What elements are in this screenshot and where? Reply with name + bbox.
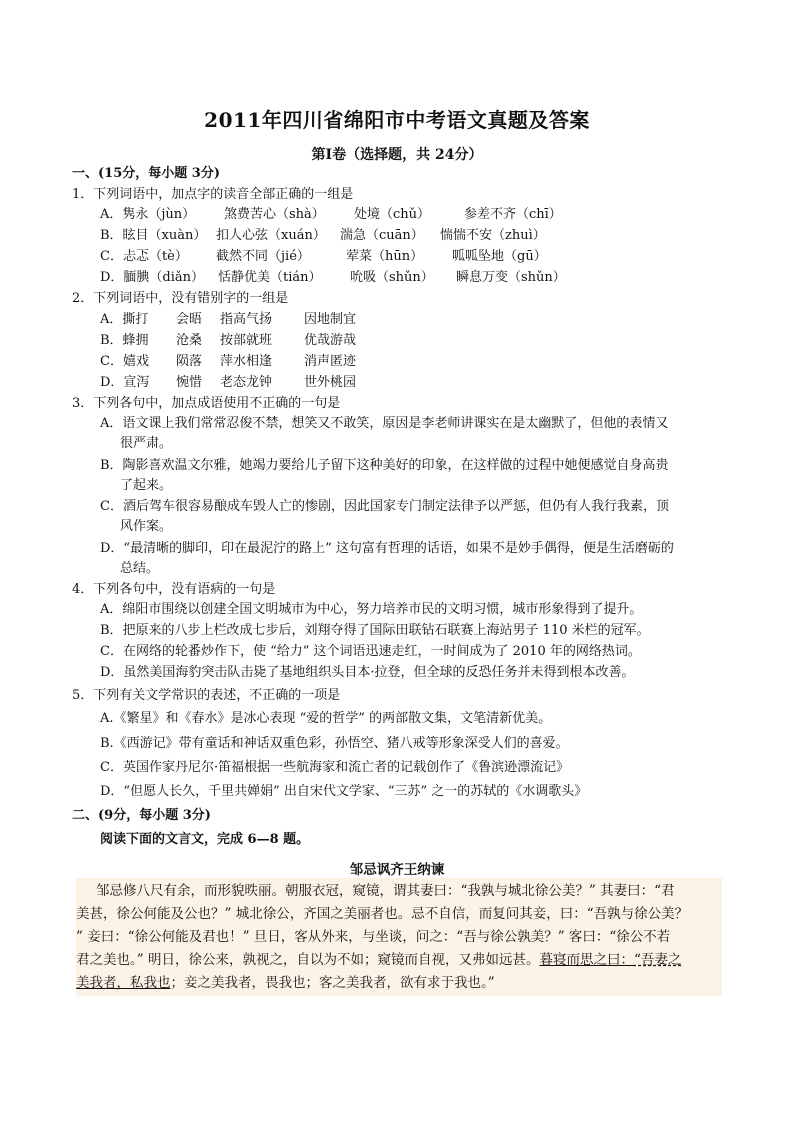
option-item: A．撕打 — [100, 312, 149, 327]
option-item: B．蜂拥 — [100, 333, 149, 348]
option-item: 扣人心弦（xuán） — [216, 228, 326, 243]
reading-instruction: 阅读下面的文言文，完成 6—8 题。 — [100, 832, 310, 847]
option-text: C．在网络的轮番炒作下，使 “给力” 这个词语迅速走红，一时间成为了 2010 年的网络热词。 — [100, 644, 641, 659]
option-item: 瞬息万变（shǔn） — [456, 270, 566, 285]
option-text: C．酒后驾车很容易酿成车毁人亡的惨剧，因此国家专门制定法律予以严惩，但仍有人我行我素，顶 — [100, 499, 669, 514]
option-item: 陨落 — [176, 354, 203, 369]
passage-line — [76, 972, 495, 994]
option-item: 消声匿迹 — [304, 354, 357, 369]
option-row — [100, 352, 356, 372]
paper-part-heading: 第Ⅰ卷（选择题，共 24分） — [311, 147, 483, 163]
option-row — [100, 268, 566, 288]
passage-text: 君之美也。” 明日，徐公来，孰视之，自以为不如；窥镜而自视，又弗如远甚。 — [76, 952, 540, 968]
option-item: C．嬉戏 — [100, 354, 149, 369]
option-text: D．虽然美国海豹突击队击毙了基地组织头目本·拉登，但全球的反恐任务并未得到根本改善。 — [100, 665, 635, 680]
option-text: B.《西游记》带有童话和神话双重色彩，孙悟空、猪八戒等形象深受人们的喜爱。 — [100, 736, 569, 751]
option-text-cont: 总结。 — [120, 561, 160, 576]
option-item: 沧桑 — [176, 333, 203, 348]
option-item: 荤菜（hūn） — [346, 249, 424, 264]
option-item: B．眩目（xuàn） — [100, 228, 207, 243]
option-item: 湍急（cuān） — [340, 228, 424, 243]
option-text: A．绵阳市围绕以创建全国文明城市为中心，努力培养市民的文明习惯，城市形象得到了提升。 — [100, 602, 643, 617]
passage-text: ；妾之美我者，畏我也；客之美我者，欲有求于我也。” — [170, 975, 495, 991]
passage-box — [76, 878, 722, 996]
option-item: 惋惜 — [176, 375, 203, 390]
question-stem: 5．下列有关文学常识的表述，不正确的一项是 — [72, 688, 341, 703]
question-stem: 2．下列词语中，没有错别字的一组是 — [72, 291, 289, 306]
section-heading: 二、(9分，每小题 3分) — [72, 808, 211, 823]
option-text-cont: 很严肃。 — [120, 436, 173, 451]
option-text: D．“但愿人长久，千里共婵娟” 出自宋代文学家、“三苏” 之一的苏轼的《水调歌头》 — [100, 784, 588, 799]
option-item: 恬静优美（tián） — [218, 270, 322, 285]
option-item: 指高气扬 — [220, 312, 273, 327]
passage-line: 美甚，徐公何能及公也？” 城北徐公，齐国之美丽者也。忌不自信，而复问其妾，曰：“吾孰与徐公美？ — [76, 906, 689, 922]
passage-title: 邹忌讽齐王纳谏 — [349, 862, 445, 878]
option-item: D．宣泻 — [100, 375, 150, 390]
option-item: C．忐忑（tè） — [100, 249, 188, 264]
option-row — [100, 205, 562, 225]
question-stem: 1．下列词语中，加点字的读音全部正确的一组是 — [72, 187, 354, 202]
page-title: 2011年四川省绵阳市中考语文真题及答案 — [204, 108, 590, 132]
option-text-cont: 了起来。 — [120, 478, 173, 493]
option-text-cont: 风作案。 — [120, 519, 173, 534]
option-item: 会晤 — [176, 312, 203, 327]
passage-line: ” 妾曰：“徐公何能及君也！” 旦日，客从外来，与坐谈，问之：“吾与徐公孰美？” 客曰：“徐公不若 — [76, 929, 671, 945]
option-item: 吮吸（shǔn） — [350, 270, 434, 285]
option-item: D．腼腆（diǎn） — [100, 270, 205, 285]
option-item: 世外桃园 — [304, 375, 357, 390]
option-text: B．把原来的八步上栏改成七步后，刘翔夺得了国际田联钻石联赛上海站男子 110 米栏的冠军。 — [100, 623, 650, 638]
option-item: 呱呱坠地（gū） — [452, 249, 547, 264]
section-heading: 一、(15分，每小题 3分) — [72, 166, 220, 181]
underlined-quote: 美我者，私我也 — [76, 975, 171, 991]
underlined-sentence: 暮寝而思之曰： — [539, 952, 634, 968]
option-item: 参差不齐（chī） — [464, 207, 562, 222]
option-text: A．语文课上我们常常忍俊不禁，想笑又不敢笑，原因是李老师讲课实在是太幽默了，但他的表情又 — [100, 416, 669, 431]
option-item: 按部就班 — [220, 333, 273, 348]
option-item: 老态龙钟 — [220, 375, 273, 390]
passage-line: 邹忌修八尺有余，而形貌昳丽。朝服衣冠，窥镜，谓其妻曰：“我孰与城北徐公美？” 其妻曰：“君 — [96, 883, 675, 899]
option-text: D．“最清晰的脚印，印在最泥泞的路上” 这句富有哲理的话语，如果不是妙手偶得，便是生活磨砺的 — [100, 541, 674, 556]
question-stem: 3．下列各句中，加点成语使用不正确的一句是 — [72, 396, 341, 411]
option-row — [100, 226, 546, 246]
option-text: A.《繁星》和《春水》是冰心表现 “爱的哲学” 的两部散文集，文笔清新优美。 — [100, 711, 552, 726]
option-row — [100, 247, 547, 267]
option-row — [100, 310, 356, 330]
option-item: 煞费苦心（shà） — [224, 207, 325, 222]
passage-line — [76, 949, 681, 971]
option-item: 萍水相逢 — [220, 354, 273, 369]
option-item: 处境（chǔ） — [354, 207, 431, 222]
option-item: 惴惴不安（zhuì） — [440, 228, 546, 243]
option-item: 截然不同（jié） — [216, 249, 310, 264]
option-item: 因地制宜 — [304, 312, 357, 327]
option-row — [100, 331, 356, 351]
option-text: C．英国作家丹尼尔·笛福根据一些航海家和流亡者的记载创作了《鲁滨逊漂流记》 — [100, 760, 570, 775]
option-row — [100, 373, 356, 393]
option-text: B．陶影喜欢温文尔雅，她竭力要给儿子留下这种美好的印象，在这样做的过程中她便感觉自身高贵 — [100, 458, 669, 473]
question-stem: 4．下列各句中，没有语病的一句是 — [72, 582, 276, 597]
underlined-quote: “吾妻之 — [633, 952, 682, 968]
option-item: A．隽永（jùn） — [100, 207, 196, 222]
option-item: 优哉游哉 — [304, 333, 357, 348]
